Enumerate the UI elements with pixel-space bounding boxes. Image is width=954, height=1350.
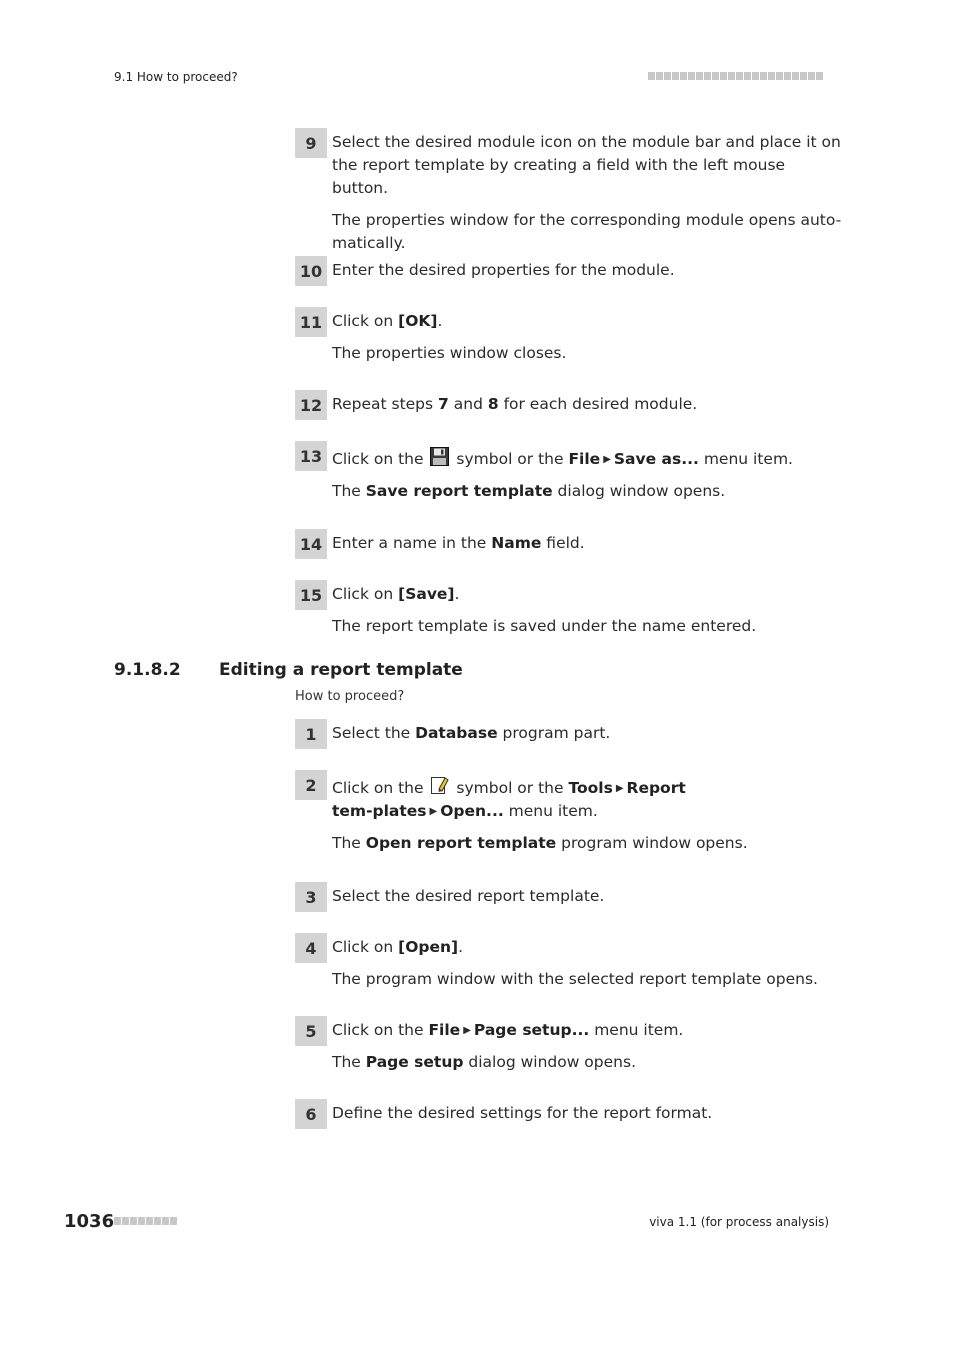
step-result: The program window with the selected report template opens. — [332, 970, 818, 988]
step-number: 5 — [295, 1016, 327, 1046]
step-number: 4 — [295, 933, 327, 963]
step-number: 13 — [295, 441, 327, 471]
step-number: 3 — [295, 882, 327, 912]
page-number: 1036 — [64, 1211, 115, 1232]
step-text: Select the desired report template. — [332, 887, 605, 905]
step-text: Click on the symbol or the File ▶ Save as... menu item. — [332, 447, 842, 471]
step-text: Select the Database program part. — [332, 724, 611, 742]
step-result: The Open report template program window opens. — [332, 834, 748, 852]
running-header-section: 9.1 How to proceed? — [114, 70, 238, 84]
menu-arrow-icon: ▶ — [603, 454, 611, 465]
menu-arrow-icon: ▶ — [463, 1025, 471, 1036]
step-text: Define the desired settings for the report format. — [332, 1104, 713, 1122]
section-title: Editing a report template — [219, 660, 463, 680]
step-text: Click on the symbol or the Tools ▶ Report tem-plates ▶ Open... menu item. — [332, 776, 722, 823]
step-text: Click on [Save]. — [332, 585, 460, 603]
menu-arrow-icon: ▶ — [615, 783, 624, 794]
step-text: Click on [Open]. — [332, 938, 464, 956]
step-result: The Save report template dialog window opens. — [332, 482, 726, 500]
floppy-disk-icon — [430, 447, 449, 466]
step-result: The properties window closes. — [332, 344, 567, 362]
footer-dot-bar — [114, 1217, 177, 1225]
step-number: 14 — [295, 529, 327, 559]
step-number: 9 — [295, 128, 327, 158]
step-number: 12 — [295, 390, 327, 420]
step-result: The report template is saved under the name entered. — [332, 617, 757, 635]
step-number: 2 — [295, 770, 327, 800]
step-result: The Page setup dialog window opens. — [332, 1053, 636, 1071]
ok-button-ref: [OK] — [398, 312, 438, 330]
step-text: Repeat steps 7 and 8 for each desired module. — [332, 395, 698, 413]
step-text: Enter a name in the Name field. — [332, 534, 585, 552]
step-text: Select the desired module icon on the module bar and place it on the report template by creating a field with the left mouse button. — [332, 133, 841, 197]
step-result: The properties window for the corresponding module opens auto-matically. — [332, 211, 842, 252]
step-number: 1 — [295, 719, 327, 749]
section-number: 9.1.8.2 — [114, 660, 181, 680]
step-text: Click on [OK]. — [332, 312, 443, 330]
step-number: 11 — [295, 307, 327, 337]
step-text: Enter the desired properties for the module. — [332, 261, 675, 279]
footer-product: viva 1.1 (for process analysis) — [649, 1215, 829, 1229]
step-number: 6 — [295, 1099, 327, 1129]
edit-report-icon — [430, 776, 449, 795]
header-dot-bar — [648, 72, 823, 80]
step-text: Click on the File ▶ Page setup... menu item. — [332, 1021, 684, 1039]
step-number: 10 — [295, 256, 327, 286]
menu-arrow-icon: ▶ — [429, 806, 438, 817]
section-subtitle: How to proceed? — [295, 689, 405, 704]
step-number: 15 — [295, 580, 327, 610]
